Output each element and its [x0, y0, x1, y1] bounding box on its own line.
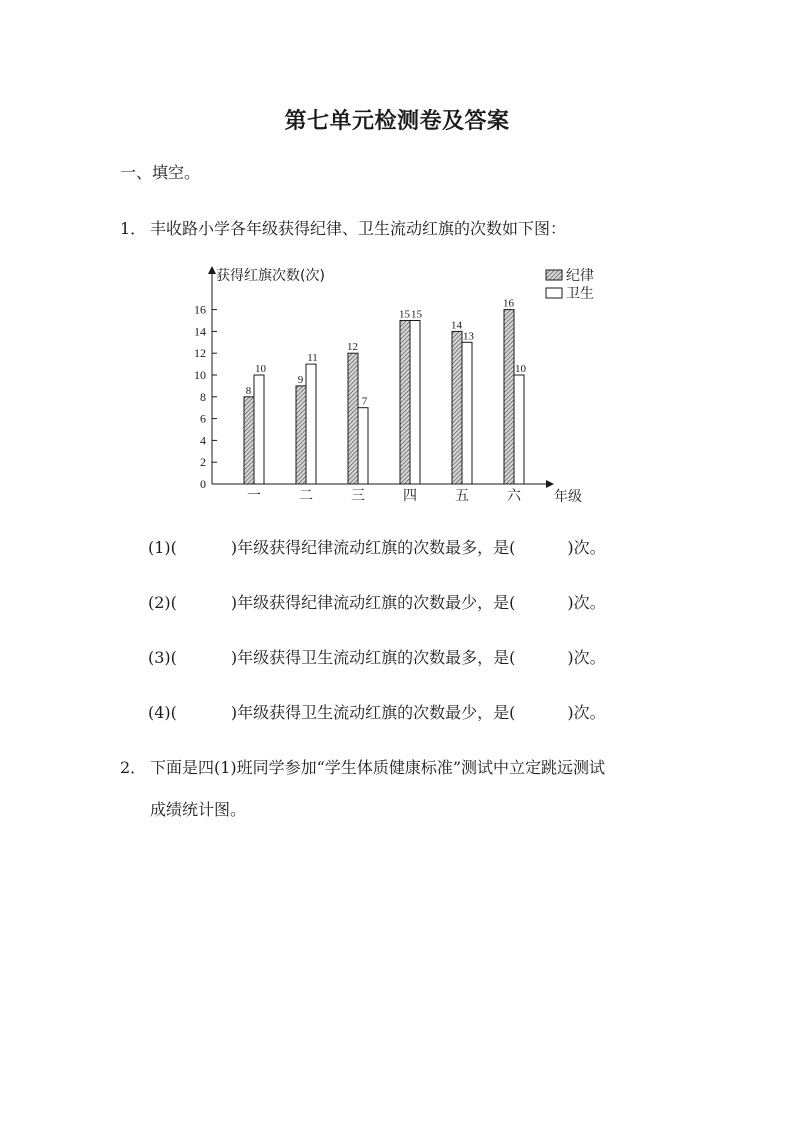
- x-tick-label: 六: [507, 488, 521, 504]
- x-tick-label: 一: [247, 488, 261, 504]
- y-tick-label: 12: [194, 346, 206, 361]
- bar-discipline: [244, 397, 254, 484]
- data-label-hygiene: 15: [411, 308, 422, 321]
- data-label-hygiene: 7: [361, 395, 368, 408]
- y-axis-label: 获得红旗次数(次): [216, 268, 325, 284]
- data-label-discipline: 8: [245, 384, 252, 397]
- x-tick-label: 五: [455, 488, 469, 504]
- y-tick-label: 2: [200, 455, 206, 470]
- y-tick-label: 0: [200, 477, 206, 491]
- data-label-hygiene: 11: [307, 352, 318, 365]
- question-text: 下面是四(1)班同学参加“学生体质健康标准”测试中立定跳远测试: [150, 758, 606, 777]
- question-text: 丰收路小学各年级获得纪律、卫生流动红旗的次数如下图：: [150, 219, 567, 238]
- section-heading: 一、填空。: [120, 163, 201, 182]
- data-label-discipline: 15: [399, 308, 410, 321]
- sub-question-end: )次。: [567, 593, 606, 612]
- question-2: [120, 755, 605, 778]
- y-tick-label: 16: [194, 302, 206, 317]
- x-axis-label: 年级: [554, 489, 582, 505]
- data-label-hygiene: 13: [463, 330, 474, 343]
- sub-question-end: )次。: [567, 703, 606, 722]
- bar-hygiene: [462, 342, 472, 484]
- data-label-discipline: 12: [347, 341, 358, 354]
- sub-question-end: )次。: [567, 538, 606, 557]
- bar-hygiene: [410, 321, 420, 485]
- x-tick-label: 二: [299, 488, 313, 504]
- data-label-discipline: 9: [297, 373, 304, 386]
- question-number: 2．: [120, 758, 147, 777]
- page-title: 第七单元检测卷及答案: [284, 109, 510, 134]
- sub-question-end: )次。: [567, 648, 606, 667]
- sub-question-text: )年级获得卫生流动红旗的次数最少，是(: [230, 703, 516, 722]
- sub-question-text: )年级获得纪律流动红旗的次数最少，是(: [230, 593, 516, 612]
- y-tick-label: 4: [200, 433, 206, 448]
- sub-question-2: [148, 590, 606, 613]
- sub-question-label: (3)(: [148, 648, 177, 667]
- legend-swatch-hygiene: [546, 288, 562, 298]
- sub-question-3: [148, 645, 606, 668]
- sub-question-label: (2)(: [148, 593, 177, 612]
- legend-label-discipline: 纪律: [566, 268, 594, 284]
- bar-discipline: [504, 310, 514, 484]
- bar-chart: [180, 258, 620, 512]
- question-number: 1．: [120, 219, 147, 238]
- sub-question-text: )年级获得卫生流动红旗的次数最多，是(: [230, 648, 516, 667]
- y-tick-label: 14: [194, 324, 206, 339]
- sub-question-text: )年级获得纪律流动红旗的次数最多，是(: [230, 538, 516, 557]
- chart-svg: [180, 258, 620, 508]
- data-label-hygiene: 10: [255, 363, 266, 375]
- bar-discipline: [296, 386, 306, 484]
- y-tick-label: 10: [194, 368, 206, 382]
- data-label-discipline: 14: [451, 319, 462, 332]
- bar-hygiene: [514, 375, 524, 484]
- sub-question-1: [148, 535, 606, 558]
- legend-swatch-discipline: [546, 270, 562, 280]
- y-tick-label: 8: [200, 389, 206, 404]
- x-tick-label: 三: [351, 488, 365, 504]
- question-2-continued: 成绩统计图。: [150, 800, 247, 819]
- legend-label-hygiene: 卫生: [566, 286, 594, 302]
- bar-hygiene: [254, 375, 264, 484]
- data-label-discipline: 16: [503, 297, 514, 310]
- sub-question-4: [148, 700, 606, 723]
- y-tick-label: 6: [200, 411, 206, 426]
- sub-question-label: (4)(: [148, 703, 177, 722]
- bar-hygiene: [358, 408, 368, 484]
- bar-discipline: [348, 353, 358, 484]
- sub-question-label: (1)(: [148, 538, 177, 557]
- data-label-hygiene: 10: [515, 363, 526, 375]
- x-tick-label: 四: [403, 488, 417, 504]
- bar-discipline: [400, 321, 410, 485]
- bar-hygiene: [306, 364, 316, 484]
- question-1: [120, 216, 566, 239]
- bar-discipline: [452, 331, 462, 484]
